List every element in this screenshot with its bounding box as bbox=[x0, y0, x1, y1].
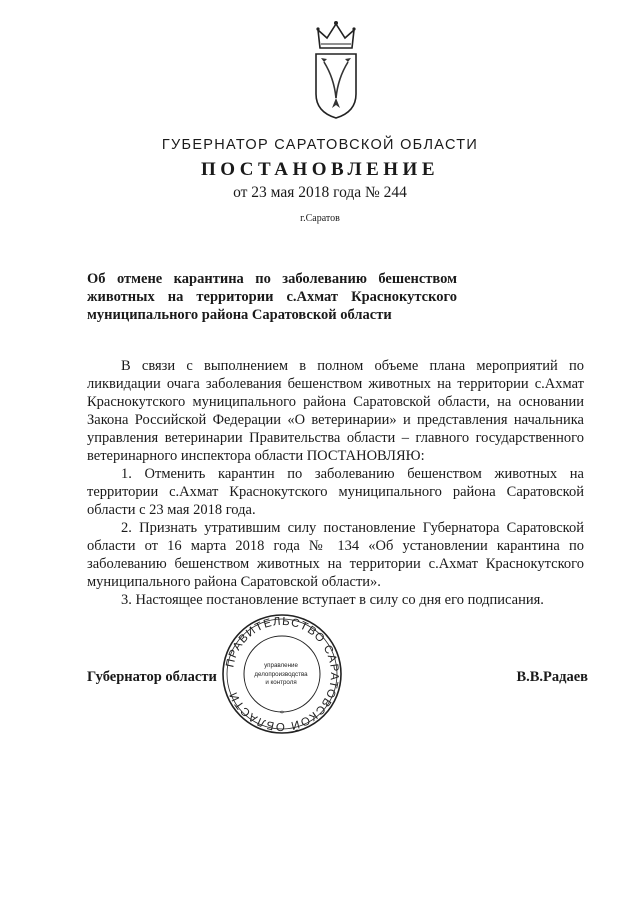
signatory-name: В.В.Радаев bbox=[516, 669, 588, 685]
issuing-authority: ГУБЕРНАТОР САРАТОВСКОЙ ОБЛАСТИ bbox=[161, 137, 479, 153]
document-place: г.Саратов bbox=[300, 213, 340, 224]
stamp-center-line: делопроизводства bbox=[254, 670, 308, 678]
item-2-paragraph: 2. Признать утратившим силу постановление Губернатора Саратовской области от 16 марта 2018 года № 134 «Об установлении карантина по заболеванию бешенством животных на территории с.Ахмат Краснокутского муниципального района Саратовской области». bbox=[87, 520, 584, 590]
item-3-paragraph: 3. Настоящее постановление вступает в силу со дня его подписания. bbox=[121, 592, 544, 608]
signatory-position: Губернатор области bbox=[87, 669, 217, 685]
stamp-star-icon: * bbox=[280, 709, 284, 718]
stamp-center-text bbox=[248, 662, 314, 688]
stamp-ring-text: ПРАВИТЕЛЬСТВО САРАТОВСКОЙ ОБЛАСТИ bbox=[224, 615, 341, 733]
document-title: Об отмене карантина по заболеванию бешенством животных на территории с.Ахмат Краснокутского муниципального района Саратовской области bbox=[87, 271, 457, 323]
document-body bbox=[87, 357, 584, 609]
item-1-paragraph: 1. Отменить карантин по заболеванию бешенством животных на территории с.Ахмат Краснокутского муниципального района Саратовской области с 23 мая 2018 года. bbox=[87, 466, 584, 518]
stamp-center-line: управление bbox=[264, 662, 298, 669]
document-date-number: от 23 мая 2018 года № 244 bbox=[233, 184, 407, 201]
preamble-paragraph: В связи с выполнением в полном объеме плана мероприятий по ликвидации очага заболевания бешенством животных на территории с.Ахмат Краснокутского муниципального района Саратовской области, на основании Закона Российской Федерации «О ветеринарии» и представления начальника управления ветеринарии Правительства области – главного государственного ветеринарного инспектора области ПОСТАНОВЛЯЮ: bbox=[87, 358, 584, 464]
coat-of-arms-emblem bbox=[300, 18, 372, 122]
stamp-center-line: и контроля bbox=[265, 679, 297, 686]
document-type: ПОСТАНОВЛЕНИЕ bbox=[200, 159, 440, 180]
